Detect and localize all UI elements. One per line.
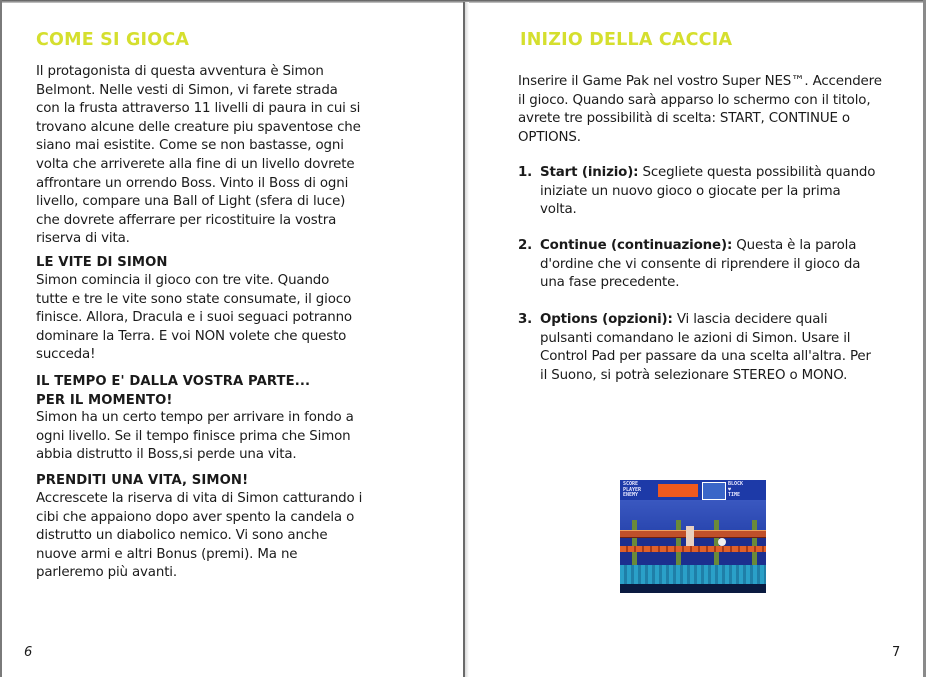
section-title-lives: LE VITE DI SIMON <box>36 255 168 270</box>
option-term: Start (inizio): <box>540 165 639 180</box>
bridge-post <box>676 520 681 565</box>
game-screenshot <box>620 480 766 593</box>
game-status-bar <box>620 584 766 593</box>
option-description: Vi lascia decidere quali pulsanti comandano le azioni di Simon. Usare il Control Pad per passare da una scelta all'altra. Per il Suono, si potrà selezionare STEREO o MONO. <box>540 312 871 383</box>
option-description: Scegliete questa possibilità quando iniziate un nuovo gioco o giocate per la prima volta. <box>540 165 876 218</box>
bridge-post <box>632 520 637 565</box>
option-number: 3. <box>518 312 533 327</box>
hud-left-labels: SCORE PLAYER ENEMY <box>623 481 642 498</box>
page-heading: COME SI GIOCA <box>36 30 190 50</box>
intro-paragraph: Il protagonista di questa avventura è Simon Belmont. Nelle vesti di Simon, vi farete strada con la frusta attraverso 11 livelli di paura in cui si trovano alcune delle creature piu spaventose che siano mai esistite. Come se non bastasse, ogni volta che arriverete alla fine di un livello dovrete affrontare un orrendo Boss. Vinto il Boss di ogni livello, compare una Ball of Light (sfera di luce) che dovrete afferrare per ricostituire la vostra riserva di vita. <box>36 64 361 247</box>
page-number: 7 <box>892 645 901 660</box>
page-heading: INIZIO DELLA CACCIA <box>520 30 733 50</box>
option-number: 1. <box>518 165 533 180</box>
option-item-options <box>518 311 898 385</box>
bridge-post <box>752 520 757 565</box>
section-title-time: IL TEMPO E' DALLA VOSTRA PARTE... PER IL MOMENTO! <box>36 374 311 408</box>
hud-subweapon-box <box>702 482 726 500</box>
option-term: Continue (continuazione): <box>540 238 733 253</box>
hud-health-bar <box>658 484 698 497</box>
option-number: 2. <box>518 238 533 253</box>
enemy-sprite <box>718 538 726 546</box>
option-term: Options (opzioni): <box>540 312 673 327</box>
page-number: 6 <box>24 645 33 660</box>
intro-paragraph: Inserire il Game Pak nel vostro Super NES™. Accendere il gioco. Quando sarà apparso lo schermo con il titolo, avrete tre possibilità di scelta: START, CONTINUE o OPTIONS. <box>518 74 882 145</box>
section-text-life: Accrescete la riserva di vita di Simon catturando i cibi che appaiono dopo aver spento la candela o distrutto un diabolico nemico. Vi sono anche nuove armi e altri Bonus (premi). Ma ne parleremo più avanti. <box>36 491 363 581</box>
option-item-start <box>518 164 898 220</box>
option-description: Questa è la parola d'ordine che vi consente di riprendere il gioco da una fase precedente. <box>540 238 861 291</box>
section-title-life: PRENDITI UNA VITA, SIMON! <box>36 473 249 488</box>
section-text-time: Simon ha un certo tempo per arrivare in fondo a ogni livello. Se il tempo finisce prima che Simon abbia distrutto il Boss,si perde una vita. <box>36 410 354 463</box>
simon-sprite <box>686 526 694 546</box>
hud-right-labels: BLOCK ♥ TIME <box>728 481 744 498</box>
game-hud <box>620 480 766 500</box>
section-text-lives: Simon comincia il gioco con tre vite. Quando tutte e tre le vite sono state consumate, il gioco finisce. Allora, Dracula e i suoi seguaci potranno dominare la Terra. E voi NON volete che questo succeda! <box>36 273 352 363</box>
option-item-continue <box>518 237 898 293</box>
game-bridge-lower <box>620 546 766 552</box>
